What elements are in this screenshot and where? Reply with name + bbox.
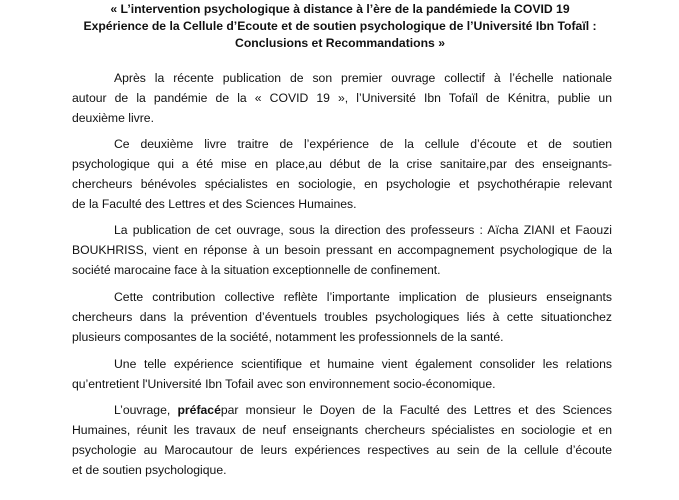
document-title [40, 1, 640, 52]
paragraph-line: Humaines, réunit les travaux de neuf enseignants chercheurs spécialistes en sociologie et en [72, 423, 612, 437]
paragraph-line: Après la récente publication de son premier ouvrage collectif à l’échelle nationale [114, 71, 612, 85]
paragraph-text: par monsieur le Doyen de la Faculté des Lettres et des Sciences [220, 403, 612, 417]
paragraph-line: psychologique qui a été mise en place,au début de la crise sanitaire,par des enseignants- [72, 157, 612, 171]
paragraph-6 [72, 400, 612, 480]
paragraph-line: psychologie au Marocautour de leurs expériences respectives au sein de la cellule d’écoute [72, 443, 612, 457]
paragraph-3 [72, 220, 612, 280]
paragraph-1 [72, 68, 612, 128]
paragraph-line: deuxième livre. [72, 111, 154, 125]
paragraph-line: et de soutien psychologique. [72, 463, 227, 477]
bold-word: préfacé [177, 403, 221, 417]
paragraph-line: Une telle expérience scientifique et humaine vient également consolider les relations [114, 357, 612, 371]
paragraph-line: qu’entretient l'Université Ibn Tofail avec son environnement socio-économique. [72, 377, 496, 391]
paragraph-line: chercheurs dans la prévention d’éventuels troubles psychologiques liés à cette situationchez [72, 310, 612, 324]
paragraph-line: Ce deuxième livre traitre de l’expérience de la cellule d’écoute et de soutien [114, 137, 612, 151]
paragraph-line: La publication de cet ouvrage, sous la direction des professeurs : Aïcha ZIANI et Faouzi [114, 223, 612, 237]
paragraph-4 [72, 287, 612, 347]
paragraph-line: de la Faculté des Lettres et des Sciences Humaines. [72, 197, 357, 211]
paragraph-prefix: L’ouvrage, [114, 403, 178, 417]
paragraph-5 [72, 354, 612, 394]
paragraph-line: Cette contribution collective reflète l’importante implication de plusieurs enseignants [114, 290, 612, 304]
title-line-3: Conclusions et Recommandations » [235, 36, 445, 50]
paragraph-line [72, 400, 612, 420]
paragraph-line: chercheurs bénévoles spécialistes en sociologie, en psychologie et psychothérapie relevant [72, 177, 612, 191]
paragraph-line: société marocaine face à la situation exceptionnelle de confinement. [72, 263, 441, 277]
paragraph-2 [72, 134, 612, 214]
paragraph-line: autour de la pandémie de la « COVID 19 », l’Université Ibn Tofaïl de Kénitra, publie un [72, 91, 612, 105]
paragraph-line: plusieurs composantes de la société, notamment les professionnels de la santé. [72, 330, 504, 344]
paragraph-line: BOUKHRISS, vient en réponse à un besoin pressant en accompagnement psychologique de la [72, 243, 612, 257]
title-line-2: Expérience de la Cellule d’Ecoute et de soutien psychologique de l’Université Ibn Tofaïl : [83, 19, 597, 33]
title-line-1: « L’intervention psychologique à distance à l’ère de la pandémiede la COVID 19 [110, 2, 570, 16]
